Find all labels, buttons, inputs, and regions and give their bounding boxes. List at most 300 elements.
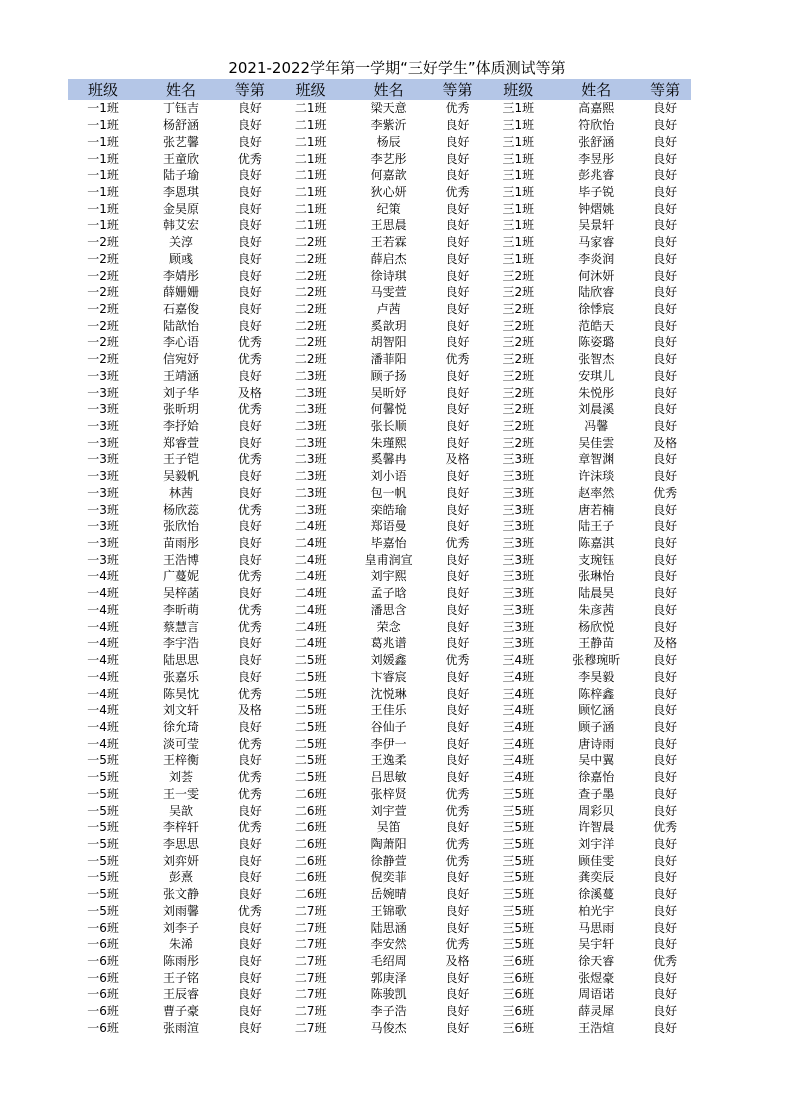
table-row bbox=[68, 284, 691, 301]
table-row bbox=[68, 368, 691, 385]
grade-cell: 良好 bbox=[653, 502, 678, 517]
name-cell: 章智渊 bbox=[578, 452, 615, 467]
grade-cell: 良好 bbox=[653, 970, 678, 985]
name-cell: 陈骏凯 bbox=[370, 987, 407, 1002]
grade-cell: 良好 bbox=[237, 101, 262, 116]
table-row bbox=[68, 869, 691, 886]
class-cell: 三5班 bbox=[502, 903, 535, 918]
grade-cell: 良好 bbox=[653, 335, 678, 350]
class-cell: 二5班 bbox=[294, 703, 327, 718]
grade-cell: 良好 bbox=[653, 251, 678, 266]
class-cell: 三5班 bbox=[502, 803, 535, 818]
header-row bbox=[68, 79, 691, 100]
class-cell: 一1班 bbox=[87, 218, 119, 233]
grade-cell: 及格 bbox=[653, 435, 678, 450]
grade-cell: 良好 bbox=[445, 268, 470, 283]
name-cell: 王一雯 bbox=[163, 786, 200, 801]
class-cell: 一3班 bbox=[87, 419, 119, 434]
class-cell: 三1班 bbox=[502, 184, 535, 199]
name-cell: 刘宇洋 bbox=[578, 836, 615, 851]
grade-cell: 良好 bbox=[237, 201, 262, 216]
name-cell: 李抒姶 bbox=[163, 419, 200, 434]
table-row bbox=[68, 100, 691, 117]
class-cell: 三5班 bbox=[502, 887, 535, 902]
name-cell: 徐天睿 bbox=[578, 954, 615, 969]
name-cell: 吴中翼 bbox=[578, 753, 615, 768]
name-cell: 李安然 bbox=[370, 937, 407, 952]
class-cell: 一2班 bbox=[87, 318, 119, 333]
name-cell: 唐若楠 bbox=[578, 502, 615, 517]
class-cell: 二2班 bbox=[294, 318, 327, 333]
name-cell: 张欣怡 bbox=[163, 519, 200, 534]
name-cell: 顾忆涵 bbox=[578, 703, 615, 718]
grade-cell: 良好 bbox=[445, 134, 470, 149]
name-cell: 朱瑾熙 bbox=[370, 435, 407, 450]
class-cell: 一4班 bbox=[87, 686, 119, 701]
class-cell: 二4班 bbox=[294, 519, 327, 534]
class-cell: 二6班 bbox=[294, 836, 327, 851]
grade-cell: 良好 bbox=[653, 803, 678, 818]
grade-cell: 良好 bbox=[237, 836, 262, 851]
grade-cell: 良好 bbox=[237, 954, 262, 969]
grade-cell: 及格 bbox=[237, 703, 262, 718]
class-cell: 一5班 bbox=[87, 836, 119, 851]
name-cell: 吴歆 bbox=[169, 803, 194, 818]
class-cell: 二7班 bbox=[294, 954, 327, 969]
class-cell: 一3班 bbox=[87, 536, 119, 551]
name-cell: 陈姿璐 bbox=[578, 335, 615, 350]
name-cell: 毕嘉怡 bbox=[370, 536, 407, 551]
table-row bbox=[68, 836, 691, 853]
grade-cell: 良好 bbox=[445, 586, 470, 601]
class-cell: 二3班 bbox=[294, 402, 327, 417]
class-cell: 一5班 bbox=[87, 887, 119, 902]
name-cell: 徐嘉怡 bbox=[578, 770, 615, 785]
name-cell: 何沐妍 bbox=[578, 268, 615, 283]
table-row bbox=[68, 551, 691, 568]
table-row bbox=[68, 267, 691, 284]
class-cell: 三1班 bbox=[502, 101, 535, 116]
class-cell: 二3班 bbox=[294, 502, 327, 517]
grade-cell: 良好 bbox=[653, 903, 678, 918]
class-cell: 一6班 bbox=[87, 1020, 119, 1035]
name-cell: 陆歆怡 bbox=[163, 318, 200, 333]
class-cell: 一4班 bbox=[87, 636, 119, 651]
grade-cell: 良好 bbox=[653, 736, 678, 751]
grade-table bbox=[68, 79, 691, 1036]
name-cell: 彭兆睿 bbox=[578, 168, 615, 183]
class-cell: 一1班 bbox=[87, 118, 119, 133]
grade-cell: 良好 bbox=[237, 719, 262, 734]
grade-cell: 良好 bbox=[445, 870, 470, 885]
name-cell: 杨舒涵 bbox=[163, 118, 200, 133]
class-cell: 三3班 bbox=[502, 636, 535, 651]
class-cell: 二7班 bbox=[294, 970, 327, 985]
name-cell: 沈悦琳 bbox=[370, 686, 407, 701]
table-row bbox=[68, 485, 691, 502]
class-cell: 三4班 bbox=[502, 686, 535, 701]
header-class: 班级 bbox=[483, 79, 553, 100]
class-cell: 一6班 bbox=[87, 937, 119, 952]
grade-cell: 良好 bbox=[653, 653, 678, 668]
grade-cell: 优秀 bbox=[237, 686, 262, 701]
name-cell: 石嘉俊 bbox=[163, 301, 200, 316]
class-cell: 一2班 bbox=[87, 335, 119, 350]
name-cell: 刘弈妍 bbox=[163, 853, 200, 868]
name-cell: 吕思敏 bbox=[370, 770, 407, 785]
class-cell: 三2班 bbox=[502, 385, 535, 400]
header-grade: 等第 bbox=[432, 79, 484, 100]
class-cell: 一3班 bbox=[87, 502, 119, 517]
grade-cell: 良好 bbox=[445, 669, 470, 684]
table-row bbox=[68, 702, 691, 719]
grade-cell: 优秀 bbox=[237, 903, 262, 918]
name-cell: 林茜 bbox=[169, 485, 194, 500]
grade-cell: 良好 bbox=[237, 184, 262, 199]
grade-cell: 良好 bbox=[237, 653, 262, 668]
class-cell: 三3班 bbox=[502, 586, 535, 601]
class-cell: 三3班 bbox=[502, 485, 535, 500]
class-cell: 一6班 bbox=[87, 920, 119, 935]
class-cell: 三2班 bbox=[502, 352, 535, 367]
name-cell: 王子铭 bbox=[163, 970, 200, 985]
name-cell: 毛绍周 bbox=[370, 954, 407, 969]
name-cell: 李伊一 bbox=[370, 736, 407, 751]
grade-cell: 良好 bbox=[653, 753, 678, 768]
class-cell: 一5班 bbox=[87, 853, 119, 868]
class-cell: 二3班 bbox=[294, 385, 327, 400]
grade-cell: 良好 bbox=[653, 987, 678, 1002]
class-cell: 三2班 bbox=[502, 318, 535, 333]
name-cell: 陈梓鑫 bbox=[578, 686, 615, 701]
class-cell: 三6班 bbox=[502, 970, 535, 985]
class-cell: 三5班 bbox=[502, 870, 535, 885]
class-cell: 二4班 bbox=[294, 619, 327, 634]
grade-cell: 良好 bbox=[445, 402, 470, 417]
table-row bbox=[68, 668, 691, 685]
class-cell: 三2班 bbox=[502, 419, 535, 434]
name-cell: 顾子涵 bbox=[578, 719, 615, 734]
table-row bbox=[68, 501, 691, 518]
name-cell: 李恩琪 bbox=[163, 184, 200, 199]
name-cell: 奚歆玥 bbox=[370, 318, 407, 333]
grade-cell: 良好 bbox=[445, 335, 470, 350]
name-cell: 杨欣悦 bbox=[578, 619, 615, 634]
table-row bbox=[68, 618, 691, 635]
grade-cell: 良好 bbox=[445, 469, 470, 484]
table-row bbox=[68, 518, 691, 535]
class-cell: 一4班 bbox=[87, 703, 119, 718]
grade-cell: 良好 bbox=[445, 419, 470, 434]
name-cell: 朱彦茜 bbox=[578, 602, 615, 617]
class-cell: 二1班 bbox=[294, 218, 327, 233]
name-cell: 王辰睿 bbox=[163, 987, 200, 1002]
grade-cell: 良好 bbox=[653, 703, 678, 718]
name-cell: 陈嘉淇 bbox=[578, 536, 615, 551]
class-cell: 二5班 bbox=[294, 719, 327, 734]
grade-cell: 良好 bbox=[445, 318, 470, 333]
grade-cell: 良好 bbox=[653, 686, 678, 701]
table-row bbox=[68, 652, 691, 669]
name-cell: 许智晨 bbox=[578, 820, 615, 835]
name-cell: 顾彧 bbox=[169, 251, 194, 266]
grade-cell: 良好 bbox=[445, 435, 470, 450]
grade-cell: 良好 bbox=[237, 469, 262, 484]
header-name: 姓名 bbox=[346, 79, 432, 100]
table-row bbox=[68, 234, 691, 251]
name-cell: 刘宇萱 bbox=[370, 803, 407, 818]
header-grade: 等第 bbox=[224, 79, 276, 100]
name-cell: 何嘉歆 bbox=[370, 168, 407, 183]
name-cell: 安琪儿 bbox=[578, 368, 615, 383]
class-cell: 一2班 bbox=[87, 268, 119, 283]
table-row bbox=[68, 886, 691, 903]
class-cell: 一6班 bbox=[87, 987, 119, 1002]
class-cell: 二6班 bbox=[294, 803, 327, 818]
class-cell: 三3班 bbox=[502, 502, 535, 517]
grade-cell: 良好 bbox=[653, 184, 678, 199]
table-row bbox=[68, 217, 691, 234]
class-cell: 一1班 bbox=[87, 201, 119, 216]
class-cell: 一2班 bbox=[87, 235, 119, 250]
class-cell: 二6班 bbox=[294, 820, 327, 835]
name-cell: 张文静 bbox=[163, 887, 200, 902]
grade-cell: 良好 bbox=[445, 569, 470, 584]
grade-cell: 良好 bbox=[445, 820, 470, 835]
grade-cell: 优秀 bbox=[653, 820, 678, 835]
grade-cell: 优秀 bbox=[237, 619, 262, 634]
name-cell: 张梓贤 bbox=[370, 786, 407, 801]
table-row bbox=[68, 602, 691, 619]
name-cell: 陆王子 bbox=[578, 519, 615, 534]
grade-cell: 良好 bbox=[237, 519, 262, 534]
grade-cell: 良好 bbox=[653, 201, 678, 216]
class-cell: 三5班 bbox=[502, 920, 535, 935]
class-cell: 一4班 bbox=[87, 569, 119, 584]
table-row bbox=[68, 317, 691, 334]
name-cell: 刘小语 bbox=[370, 469, 407, 484]
class-cell: 三4班 bbox=[502, 653, 535, 668]
name-cell: 潘思含 bbox=[370, 602, 407, 617]
grade-cell: 良好 bbox=[445, 168, 470, 183]
name-cell: 龚奕辰 bbox=[578, 870, 615, 885]
name-cell: 王思晨 bbox=[370, 218, 407, 233]
grade-cell: 良好 bbox=[237, 669, 262, 684]
grade-cell: 良好 bbox=[237, 301, 262, 316]
class-cell: 一5班 bbox=[87, 803, 119, 818]
grade-cell: 良好 bbox=[653, 134, 678, 149]
table-row bbox=[68, 117, 691, 134]
grade-cell: 良好 bbox=[653, 301, 678, 316]
table-row bbox=[68, 351, 691, 368]
name-cell: 徐溪蔓 bbox=[578, 887, 615, 902]
name-cell: 淡可莹 bbox=[163, 736, 200, 751]
name-cell: 王靖涵 bbox=[163, 368, 200, 383]
grade-cell: 良好 bbox=[237, 168, 262, 183]
grade-cell: 良好 bbox=[653, 887, 678, 902]
class-cell: 三6班 bbox=[502, 1020, 535, 1035]
grade-cell: 良好 bbox=[653, 168, 678, 183]
grade-cell: 良好 bbox=[445, 970, 470, 985]
table-row bbox=[68, 167, 691, 184]
class-cell: 一4班 bbox=[87, 586, 119, 601]
grade-cell: 良好 bbox=[445, 301, 470, 316]
name-cell: 吴佳雲 bbox=[578, 435, 615, 450]
grade-cell: 良好 bbox=[237, 987, 262, 1002]
class-cell: 二1班 bbox=[294, 101, 327, 116]
grade-cell: 优秀 bbox=[445, 536, 470, 551]
table-body bbox=[68, 100, 691, 1036]
grade-cell: 良好 bbox=[445, 619, 470, 634]
grade-cell: 优秀 bbox=[237, 770, 262, 785]
class-cell: 二1班 bbox=[294, 184, 327, 199]
class-cell: 二5班 bbox=[294, 669, 327, 684]
class-cell: 二1班 bbox=[294, 168, 327, 183]
class-cell: 二3班 bbox=[294, 435, 327, 450]
grade-cell: 良好 bbox=[445, 235, 470, 250]
class-cell: 二3班 bbox=[294, 368, 327, 383]
class-cell: 一6班 bbox=[87, 970, 119, 985]
name-cell: 王童欣 bbox=[163, 151, 200, 166]
name-cell: 吴笛 bbox=[376, 820, 401, 835]
grade-cell: 良好 bbox=[237, 318, 262, 333]
grade-cell: 优秀 bbox=[445, 786, 470, 801]
grade-cell: 优秀 bbox=[445, 352, 470, 367]
name-cell: 广蔓妮 bbox=[163, 569, 200, 584]
name-cell: 张煜豪 bbox=[578, 970, 615, 985]
name-cell: 纪策 bbox=[376, 201, 401, 216]
name-cell: 谷仙子 bbox=[370, 719, 407, 734]
name-cell: 郑语曼 bbox=[370, 519, 407, 534]
grade-cell: 良好 bbox=[653, 368, 678, 383]
grade-cell: 良好 bbox=[653, 268, 678, 283]
class-cell: 一5班 bbox=[87, 786, 119, 801]
grade-cell: 良好 bbox=[653, 352, 678, 367]
class-cell: 二3班 bbox=[294, 469, 327, 484]
grade-cell: 优秀 bbox=[237, 602, 262, 617]
class-cell: 一4班 bbox=[87, 653, 119, 668]
table-row bbox=[68, 936, 691, 953]
class-cell: 二2班 bbox=[294, 268, 327, 283]
grade-cell: 良好 bbox=[237, 586, 262, 601]
class-cell: 三5班 bbox=[502, 836, 535, 851]
name-cell: 王梓衡 bbox=[163, 753, 200, 768]
class-cell: 三2班 bbox=[502, 435, 535, 450]
grade-cell: 良好 bbox=[237, 937, 262, 952]
class-cell: 三6班 bbox=[502, 954, 535, 969]
class-cell: 三6班 bbox=[502, 987, 535, 1002]
grade-cell: 优秀 bbox=[237, 452, 262, 467]
class-cell: 一3班 bbox=[87, 452, 119, 467]
class-cell: 二5班 bbox=[294, 653, 327, 668]
grade-cell: 优秀 bbox=[237, 736, 262, 751]
grade-cell: 良好 bbox=[445, 519, 470, 534]
grade-cell: 良好 bbox=[237, 285, 262, 300]
name-cell: 钟熠姚 bbox=[578, 201, 615, 216]
table-row bbox=[68, 1020, 691, 1037]
grade-cell: 良好 bbox=[445, 987, 470, 1002]
grade-cell: 良好 bbox=[653, 786, 678, 801]
name-cell: 梁天意 bbox=[370, 101, 407, 116]
grade-cell: 良好 bbox=[445, 1004, 470, 1019]
name-cell: 王若霖 bbox=[370, 235, 407, 250]
grade-cell: 良好 bbox=[653, 870, 678, 885]
grade-cell: 优秀 bbox=[445, 937, 470, 952]
grade-cell: 良好 bbox=[653, 151, 678, 166]
name-cell: 马家睿 bbox=[578, 235, 615, 250]
table-row bbox=[68, 568, 691, 585]
class-cell: 二7班 bbox=[294, 1004, 327, 1019]
table-row bbox=[68, 334, 691, 351]
name-cell: 刘晨溪 bbox=[578, 402, 615, 417]
class-cell: 一3班 bbox=[87, 485, 119, 500]
class-cell: 三1班 bbox=[502, 151, 535, 166]
class-cell: 一5班 bbox=[87, 770, 119, 785]
table-row bbox=[68, 819, 691, 836]
grade-cell: 优秀 bbox=[237, 502, 262, 517]
grade-cell: 良好 bbox=[653, 469, 678, 484]
name-cell: 信宛妤 bbox=[163, 352, 200, 367]
table-row bbox=[68, 451, 691, 468]
grade-cell: 良好 bbox=[653, 519, 678, 534]
class-cell: 三1班 bbox=[502, 118, 535, 133]
table-row bbox=[68, 953, 691, 970]
name-cell: 李婧彤 bbox=[163, 268, 200, 283]
name-cell: 李艺彤 bbox=[370, 151, 407, 166]
name-cell: 狄心妍 bbox=[370, 184, 407, 199]
table-row bbox=[68, 685, 691, 702]
grade-cell: 良好 bbox=[237, 920, 262, 935]
class-cell: 三2班 bbox=[502, 368, 535, 383]
grade-cell: 优秀 bbox=[445, 184, 470, 199]
name-cell: 吴景轩 bbox=[578, 218, 615, 233]
table-row bbox=[68, 986, 691, 1003]
class-cell: 三1班 bbox=[502, 201, 535, 216]
name-cell: 张昕玥 bbox=[163, 402, 200, 417]
grade-cell: 优秀 bbox=[445, 653, 470, 668]
grade-cell: 良好 bbox=[237, 536, 262, 551]
class-cell: 二7班 bbox=[294, 1020, 327, 1035]
name-cell: 陆晨昊 bbox=[578, 586, 615, 601]
grade-cell: 良好 bbox=[445, 118, 470, 133]
grade-cell: 优秀 bbox=[237, 335, 262, 350]
name-cell: 关淳 bbox=[169, 235, 194, 250]
grade-cell: 优秀 bbox=[237, 786, 262, 801]
grade-cell: 良好 bbox=[445, 201, 470, 216]
table-row bbox=[68, 250, 691, 267]
grade-cell: 及格 bbox=[237, 385, 262, 400]
class-cell: 三6班 bbox=[502, 1004, 535, 1019]
class-cell: 一4班 bbox=[87, 602, 119, 617]
table-row bbox=[68, 585, 691, 602]
name-cell: 马俊杰 bbox=[370, 1020, 407, 1035]
table-row bbox=[68, 418, 691, 435]
grade-cell: 良好 bbox=[653, 218, 678, 233]
grade-cell: 良好 bbox=[445, 368, 470, 383]
grade-cell: 优秀 bbox=[237, 151, 262, 166]
class-cell: 三5班 bbox=[502, 786, 535, 801]
name-cell: 范皓天 bbox=[578, 318, 615, 333]
grade-cell: 良好 bbox=[653, 118, 678, 133]
grade-cell: 良好 bbox=[237, 218, 262, 233]
class-cell: 一5班 bbox=[87, 903, 119, 918]
grade-cell: 良好 bbox=[237, 251, 262, 266]
table-row bbox=[68, 735, 691, 752]
grade-cell: 优秀 bbox=[653, 485, 678, 500]
grade-cell: 良好 bbox=[445, 251, 470, 266]
name-cell: 郭庚泽 bbox=[370, 970, 407, 985]
grade-cell: 良好 bbox=[653, 937, 678, 952]
